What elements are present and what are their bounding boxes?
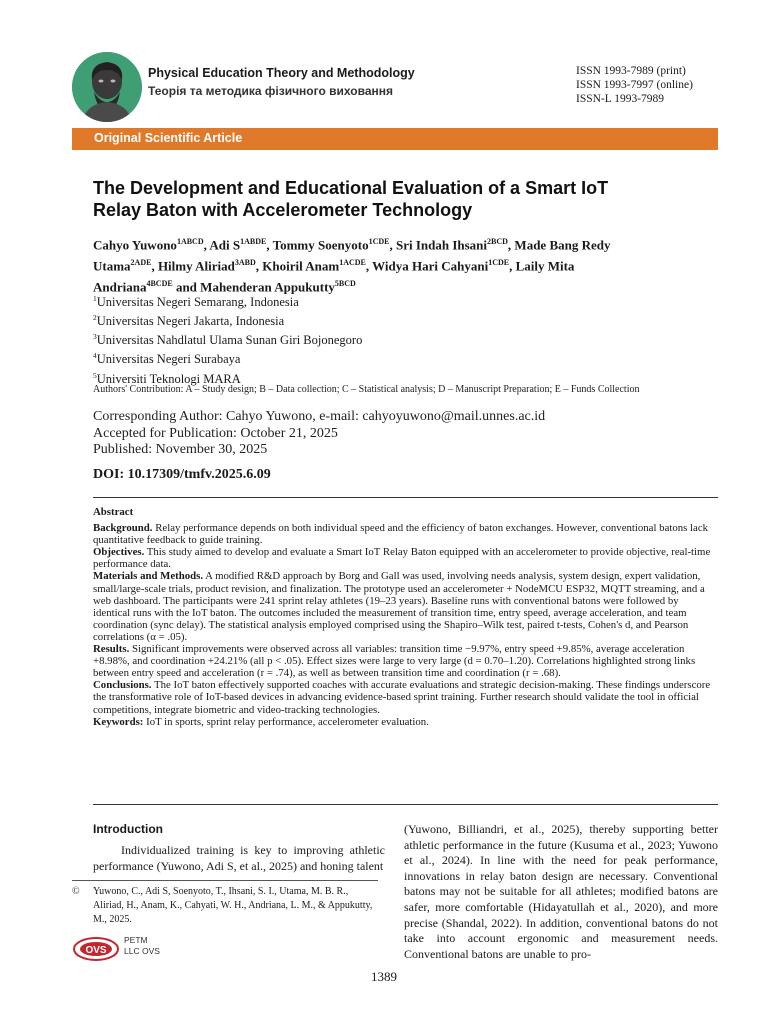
introduction-heading: Introduction — [93, 822, 163, 836]
abstract-methods: Materials and Methods. A modified R&D approach by Borg and Gall was used, involving needs analysis, system design, expert validation, small/large-scale trials, product revision, and finalization. The prototype used an accelerometer + NodeMCU ESP32, MQTT streaming, and a web dashboard. The participants were 241 sprint relay athletes (19–23 years). Baseline runs with conventional batons were followed by identical runs with the IoT baton. The outcomes included the measurement of transition time, entry speed, average acceleration, and team coordination (sync delay). The statistical analysis employed comprised using the Shapiro–Wilk test, paired t-tests, Cohen's d, and Pearson correlations (α = .05). — [93, 570, 705, 643]
author-name: Tommy Soenyoto — [272, 237, 369, 253]
author-name: Laily Mita Andriana — [93, 258, 575, 294]
affiliation-list — [93, 291, 362, 387]
article-type-label: Original Scientific Article — [94, 131, 243, 145]
publisher-name — [124, 935, 160, 957]
divider-top — [93, 497, 718, 498]
issn-online: ISSN 1993-7997 (online) — [576, 79, 693, 91]
author-name: Adi S — [209, 237, 241, 253]
author-name: Cahyo Yuwono — [93, 237, 177, 253]
page-number: 1389 — [371, 969, 397, 984]
abstract-background: Background. Relay performance depends on both individual speed and the efficiency of baton exchanges. However, conventional batons lack quantitative feedback to guide training. — [93, 522, 709, 547]
published-date: Published: November 30, 2025 — [93, 442, 268, 457]
accepted-date: Accepted for Publication: October 21, 2025 — [93, 425, 338, 441]
citation-text: Yuwono, C., Adi S, Soenyoto, T., Ihsani, S. I., Utama, M. B. R., Aliriad, H., Anam, K., Cahyati, W. H., Andriana, L. M., & Appukutty, M., 2025. — [93, 886, 373, 925]
journal-name-en: Physical Education Theory and Methodology — [148, 66, 415, 80]
author-list: Cahyo Yuwono$^{1ABCD}$, Adi $S^{1ABDE}$, Tommy Soenyoto$^{1CDE}$, Sri Indah Ihsani$^{2BCD}$, Made Bang Redy Utama$^{2ADE}$, Hilmy Aliriad$^{3ABD}$, Khoiril Anam$^{1ACDE}$, Widya Hari Cahyani$^{1CDE}$, Laily Mita Andriana$^{4BCDE}$ and Mahenderan Appukutty$^{5BCD}$ — [93, 237, 611, 294]
author-affiliation-sup: 1ABDE — [240, 237, 267, 246]
divider-bottom — [93, 804, 718, 805]
issn-print: ISSN 1993-7989 (print) — [576, 65, 686, 77]
abstract-keywords: Keywords: IoT in sports, sprint relay performance, accelerometer evaluation. — [93, 715, 429, 728]
author-name: Sri Indah Ihsani — [395, 237, 488, 253]
abstract-results: Results. Significant improvements were observed across all variables: transition time −9.97%, entry speed +9.85%, average acceleration +8.98%, and coordination +24.21% (all p < .05). Effect sizes were large to very large (d = 0.70–1.20). Correlations highlighted strong links between entry speed and acceleration (r = .74), as well as between transition time and coordination (r = .68). — [93, 643, 696, 680]
article-type-banner — [72, 128, 718, 150]
authors-contribution: Authors' Contribution: A – Study design; B – Data collection; C – Statistical analysis; D – Manuscript Preparation; E – Funds Collection — [93, 384, 640, 395]
journal-logo — [72, 52, 142, 122]
author-affiliation-sup: 1CDE — [368, 237, 390, 246]
publisher-logo-text: OVS — [85, 945, 107, 956]
author-affiliation-sup: 1ACDE — [339, 257, 366, 267]
corresponding-author: Corresponding Author: Cahyo Yuwono, e-mail: cahyoyuwono@mail.unnes.ac.id — [93, 409, 546, 424]
issn-block — [576, 64, 693, 106]
affiliation-item: $^1$Universitas Negeri Semarang, Indonesia — [93, 294, 299, 310]
author-name: Made Bang Redy Utama — [93, 237, 611, 274]
abstract-heading: Abstract — [93, 506, 134, 518]
journal-name-ua: Теорія та методика фізичного виховання — [148, 84, 393, 98]
author-name: Hilmy Aliriad — [157, 258, 235, 274]
introduction-left-column: Individualized training is key to improving athletic performance (Yuwono, Adi S, et al., 2025) and honing talent — [93, 843, 385, 873]
abstract-conclusions: Conclusions. The IoT baton effectively supported coaches with accurate evaluations and strategic decision-making. These findings underscore the transformative role of IoT-based devices in advancing evidence-based sprint training. Further research should validate the tool in official competitions, integrate biometric and video-tracking technologies. — [93, 679, 711, 716]
author-affiliation-sup: 3ABD — [234, 257, 256, 267]
correspondence-block — [93, 409, 545, 459]
introduction-right-column: (Yuwono, Billiandri, et al., 2025), thereby supporting better athletic performance in the future (Kusuma et al., 2023; Yuwono et al., 2024). In line with the need for peak performance, innovations in relay baton design are necessary. Conventional batons may not be suitable for all athletes; modified batons are safer, more comfortable (Hidayatullah et al., 2020), and more precise (Shandal, 2022). In addition, conventional batons do not take into account ergonomic and measurement needs. Conventional batons are unable to pro- — [404, 822, 718, 961]
publisher-line1: PETM — [124, 935, 148, 945]
issn-l: ISSN-L 1993-7989 — [576, 93, 665, 105]
doi: DOI: 10.17309/tmfv.2025.6.09 — [93, 467, 271, 482]
affiliation-item: $^3$Universitas Nahdlatul Ulama Sunan Giri Bojonegoro — [93, 332, 363, 348]
footnote-rule — [72, 880, 378, 881]
author-affiliation-sup: 5BCD — [334, 278, 356, 288]
author-affiliation-sup: 4BCDE — [146, 278, 173, 288]
publisher-line2: LLC OVS — [124, 946, 160, 956]
publisher-logo — [72, 936, 120, 967]
copyright-symbol: © — [72, 886, 80, 897]
author-name: Widya Hari Cahyani — [372, 258, 489, 274]
abstract — [93, 506, 718, 728]
article-title: The Development and Educational Evaluation of a Smart IoT Relay Baton with Accelerometer Technology — [93, 178, 609, 220]
author-affiliation-sup: 1CDE — [488, 257, 510, 267]
affiliation-item: $^5$Universiti Teknologi MARA — [93, 370, 241, 386]
affiliation-item: $^4$Universitas Negeri Surabaya — [93, 351, 241, 367]
author-name: Mahenderan Appukutty — [200, 278, 335, 294]
author-affiliation-sup: 2ADE — [130, 257, 152, 267]
abstract-objectives: Objectives. This study aimed to develop and evaluate a Smart IoT Relay Baton equipped with an accelerometer to provide objective, real-time performance data. — [93, 546, 711, 571]
author-affiliation-sup: 2BCD — [487, 237, 508, 246]
affiliation-item: $^2$Universitas Negeri Jakarta, Indonesia — [93, 313, 285, 329]
author-name: Khoiril Anam — [262, 258, 340, 274]
author-affiliation-sup: 1ABCD — [176, 237, 204, 246]
